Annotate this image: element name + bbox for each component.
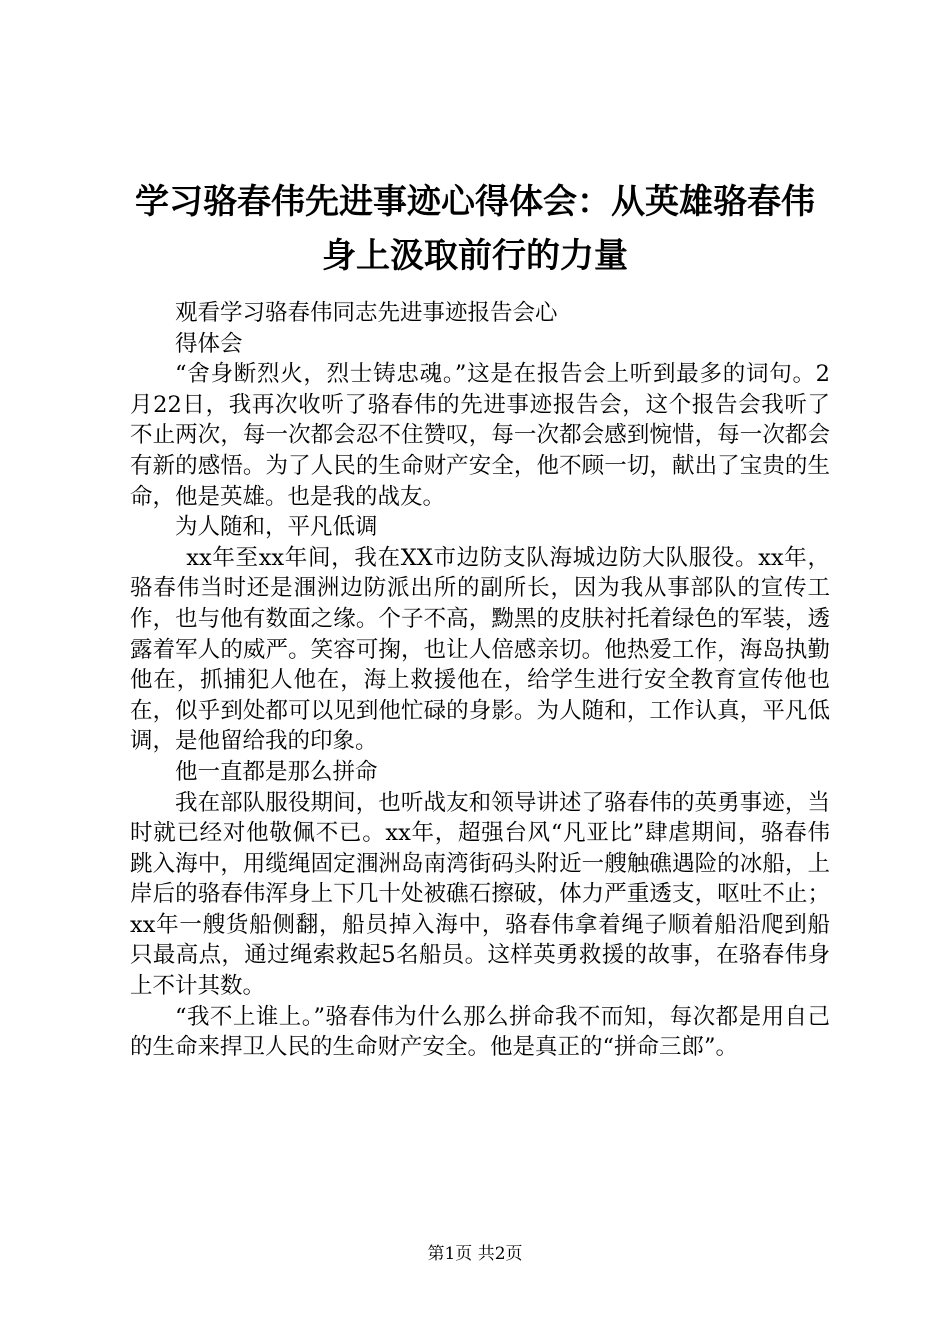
paragraph-conclusion: “我不上谁上。”骆春伟为什么那么拼命我不而知，每次都是用自己的生命来捍卫人民的生命财产安全。他是真正的“拼命三郎”。 — [130, 1003, 830, 1061]
subtitle-line-2: 得体会 — [175, 330, 243, 357]
document-body — [130, 298, 830, 1063]
document-title-line-1: 学习骆春伟先进事迹心得体会：从英雄骆春伟 — [135, 182, 815, 222]
section-heading-1: 为人随和，平凡低调 — [175, 514, 378, 541]
document-title-line-2: 身上汲取前行的力量 — [322, 236, 628, 276]
page-footer: 第1页 共2页 — [427, 1244, 523, 1264]
paragraph-deeds: 我在部队服役期间，也听战友和领导讲述了骆春伟的英勇事迹，当时就已经对他敬佩不已。xx年，超强台风“凡亚比”肆虐期间，骆春伟跳入海中，用缆绳固定涠洲岛南湾街码头附近一艘触礁遇险的冰船，上岸后的骆春伟浑身上下几十处被礁石擦破，体力严重透支，呕吐不止；xx年一艘货船侧翻，船员掉入海中，骆春伟拿着绳子顺着船沿爬到船只最高点，通过绳索救起5名船员。这样英勇救援的故事，在骆春伟身上不计其数。 — [130, 789, 830, 1000]
paragraph-service: xx年至xx年间，我在XX市边防支队海城边防大队服役。xx年，骆春伟当时还是涠洲边防派出所的副所长，因为我从事部队的宣传工作，也与他有数面之缘。个子不高，黝黑的皮肤衬托着绿色的军装，透露着军人的威严。笑容可掬，也让人倍感亲切。他热爱工作，海岛执勤他在，抓捕犯人他在，海上救援他在，给学生进行安全教育宣传他也在，似乎到处都可以见到他忙碌的身影。为人随和，工作认真，平凡低调，是他留给我的印象。 — [130, 544, 830, 755]
section-heading-2: 他一直都是那么拼命 — [175, 758, 378, 785]
paragraph-intro: “舍身断烈火，烈士铸忠魂。”这是在报告会上听到最多的词句。2月22日，我再次收听了骆春伟的先进事迹报告会，这个报告会我听了不止两次，每一次都会忍不住赞叹，每一次都会感到惋惜，每一次都会有新的感悟。为了人民的生命财产安全，他不顾一切，献出了宝贵的生命，他是英雄。也是我的战友。 — [130, 361, 830, 510]
subtitle-line-1: 观看学习骆春伟同志先进事迹报告会心 — [175, 300, 558, 326]
